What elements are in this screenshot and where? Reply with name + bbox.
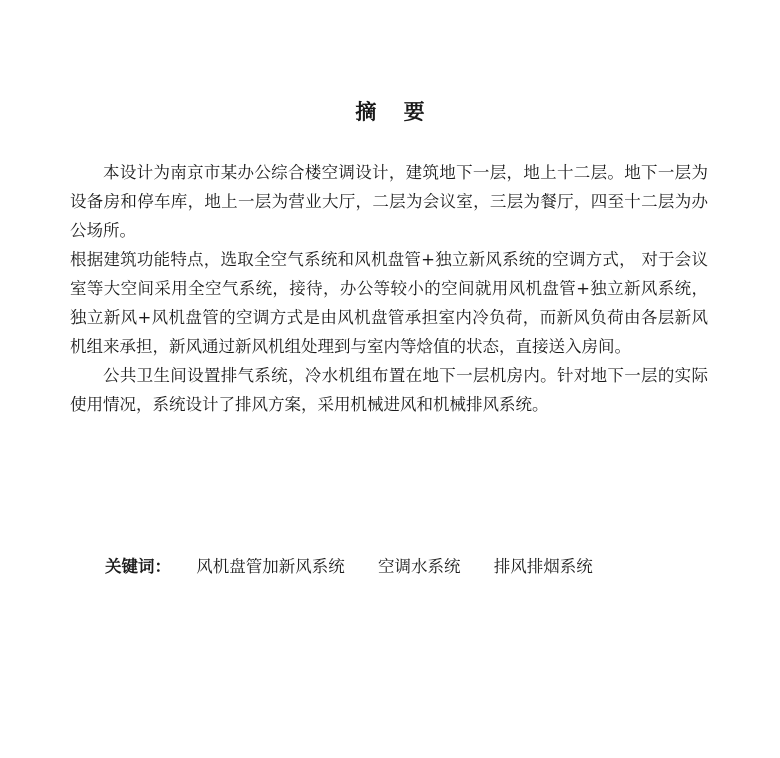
abstract-paragraph-3: 公共卫生间设置排气系统，冷水机组布置在地下一层机房内。针对地下一层的实际使用情况，系统设计了排风方案，采用机械进风和机械排风系统。 <box>70 366 708 414</box>
keywords-label: 关键词： <box>105 557 171 576</box>
abstract-paragraph-1: 本设计为南京市某办公综合楼空调设计，建筑地下一层，地上十二层。地下一层为设备房和停车库，地上一层为营业大厅，二层为会议室，三层为餐厅，四至十二层为办公场所。 <box>70 163 708 240</box>
abstract-paragraph-2: 根据建筑功能特点，选取全空气系统和风机盘管+独立新风系统的空调方式， 对于会议室等大空间采用全空气系统，接待，办公等较小的空间就用风机盘管+独立新风系统， 独立新风+风机盘管的空调方式是由风机盘管承担室内冷负荷，而新风负荷由各层新风机组来承担，新风通过新风机组处理到与室内等焓值的状态，直接送入房间。 <box>70 250 708 356</box>
keyword-item: 空调水系统 <box>378 557 461 576</box>
keyword-item: 排风排烟系统 <box>493 557 593 576</box>
keywords-line <box>105 552 621 581</box>
keyword-item: 风机盘管加新风系统 <box>196 557 345 576</box>
abstract-title: 摘 要 <box>355 100 435 124</box>
abstract-body <box>70 158 708 419</box>
